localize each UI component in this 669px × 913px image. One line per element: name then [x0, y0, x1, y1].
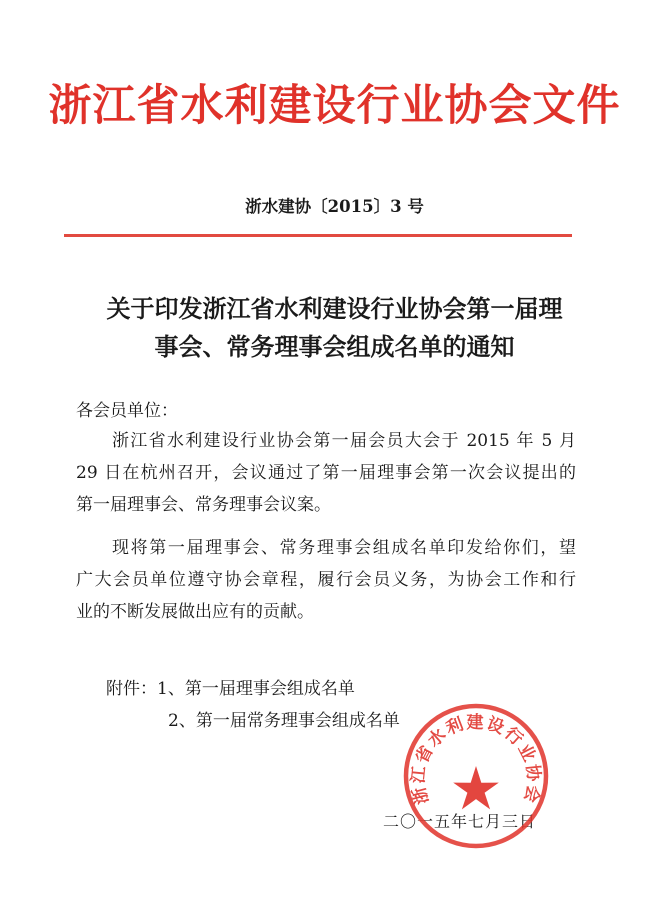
document-number: 浙水建协〔2015〕3 号: [245, 197, 424, 216]
addressee: 各会员单位：: [76, 401, 178, 421]
paragraph-1-line-1: 浙江省水利建设行业协会第一届会员大会于 2015 年 5 月: [112, 431, 576, 451]
paragraph-2: [76, 532, 576, 628]
paragraph-2-line-3: 业的不断发展做出应有的贡献。: [76, 602, 314, 622]
attachment-item-1: 附件：1、第一届理事会组成名单: [106, 679, 355, 699]
signature-date: 二〇一五年七月三日: [383, 812, 537, 831]
red-divider-line: [64, 234, 572, 237]
paragraph-2-line-1: 现将第一届理事会、常务理事会组成名单印发给你们，望: [112, 538, 576, 558]
notice-title-line-1: 关于印发浙江省水利建设行业协会第一届理: [106, 294, 563, 323]
paragraph-1: [76, 425, 576, 521]
svg-text:浙江省水利建设行业协会: 浙江省水利建设行业协会: [408, 712, 544, 807]
attachment-item-2: 2、第一届常务理事会组成名单: [168, 711, 400, 731]
notice-title: [0, 290, 669, 366]
paragraph-2-line-2: 广大会员单位遵守协会章程，履行会员义务，为协会工作和行: [76, 570, 576, 590]
notice-title-line-2: 事会、常务理事会组成名单的通知: [154, 332, 515, 361]
paragraph-1-line-2: 29 日在杭州召开，会议通过了第一届理事会第一次会议提出的: [76, 463, 576, 483]
masthead-title: 浙江省水利建设行业协会文件: [48, 81, 621, 131]
paragraph-1-line-3: 第一届理事会、常务理事会议案。: [76, 495, 331, 515]
